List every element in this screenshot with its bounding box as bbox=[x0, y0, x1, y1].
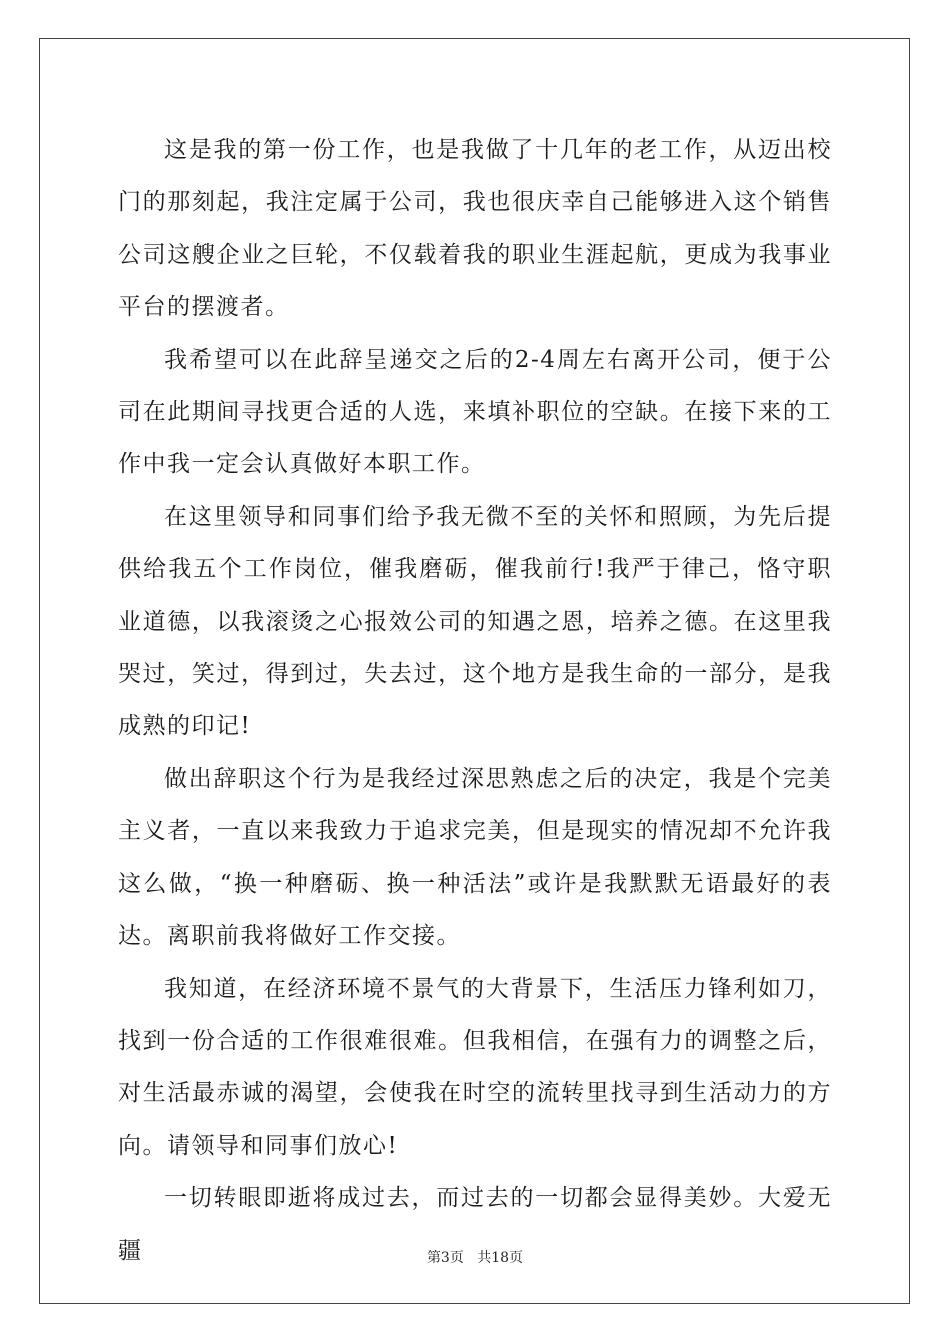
total-pages-label: 共18页 bbox=[477, 1250, 524, 1266]
document-body bbox=[118, 124, 832, 1277]
current-page-label: 第3页 bbox=[426, 1250, 464, 1266]
paragraph-3: 在这里领导和同事们给予我无微不至的关怀和照顾，为先后提供给我五个工作岗位，催我磨砺，催我前行!我严于律己，恪守职业道德，以我滚烫之心报效公司的知遇之恩，培养之德。在这里我哭过，笑过，得到过，失去过，这个地方是我生命的一部分，是我成熟的印记! bbox=[118, 503, 832, 740]
paragraph-6: 一切转眼即逝将成过去，而过去的一切都会显得美妙。大爱无疆 bbox=[118, 1185, 832, 1264]
paragraph-2: 我希望可以在此辞呈递交之后的2-4周左右离开公司，便于公司在此期间寻找更合适的人选，来填补职位的空缺。在接下来的工作中我一定会认真做好本职工作。 bbox=[118, 346, 832, 478]
paragraph-1: 这是我的第一份工作，也是我做了十几年的老工作，从迈出校门的那刻起，我注定属于公司，我也很庆幸自己能够进入这个销售公司这艘企业之巨轮，不仅载着我的职业生涯起航，更成为我事业平台的摆渡者。 bbox=[118, 137, 832, 321]
paragraph-4: 做出辞职这个行为是我经过深思熟虑之后的决定，我是个完美主义者，一直以来我致力于追求完美，但是现实的情况却不允许我这么做，“换一种磨砺、换一种活法”或许是我默默无语最好的表达。离职前我将做好工作交接。 bbox=[118, 765, 832, 950]
paragraph-5: 我知道，在经济环境不景气的大背景下，生活压力锋利如刀，找到一份合适的工作很难很难。但我相信，在强有力的调整之后，对生活最赤诚的渴望，会使我在时空的流转里找寻到生活动力的方向。请领导和同事们放心! bbox=[118, 975, 832, 1159]
page-footer bbox=[0, 1247, 950, 1267]
